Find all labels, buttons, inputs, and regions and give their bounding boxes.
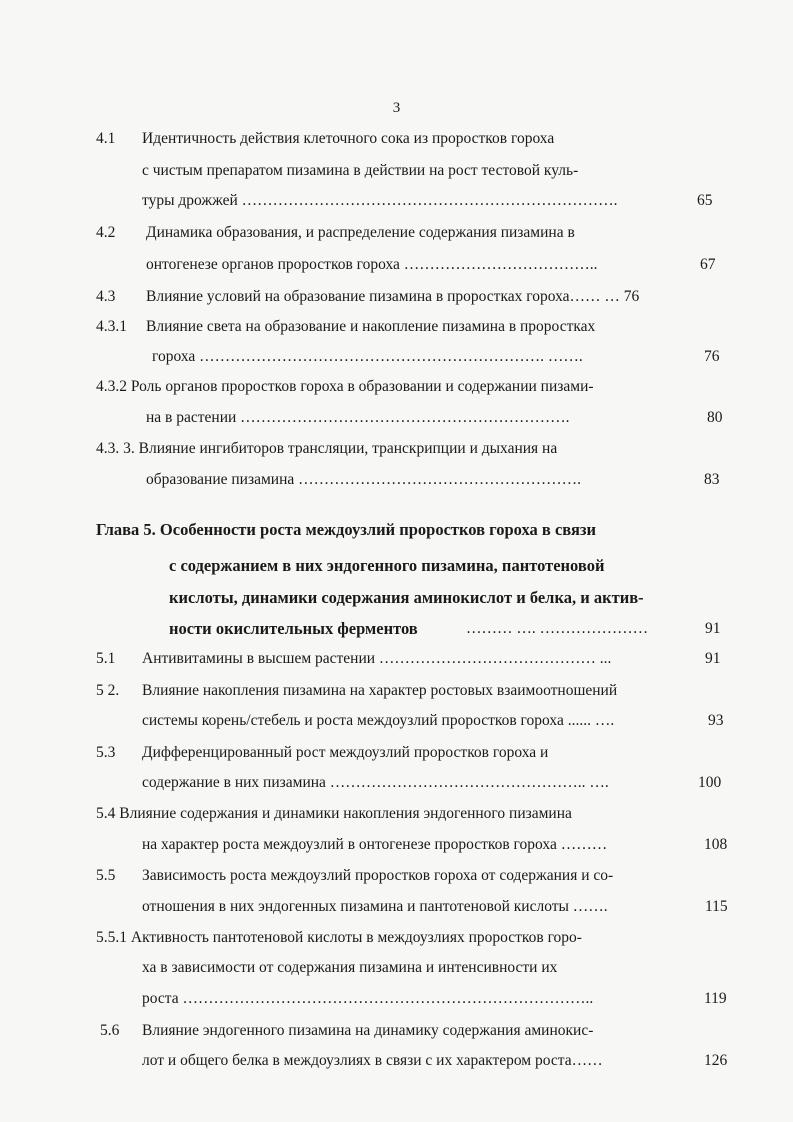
toc-line: Влияние эндогенного пизамина на динамику содержания аминокис- (142, 1022, 594, 1039)
toc-line: образование пизамина ………………………………………………. (146, 471, 582, 488)
toc-page-ref: 93 (708, 712, 724, 729)
toc-line: Идентичность действия клеточного сока из проростков гороха (142, 130, 555, 147)
toc-line: содержание в них пизамина ………………………………………….. …. (142, 774, 609, 791)
toc-line: 4.1 (96, 130, 116, 147)
toc-line: Влияние условий на образование пизамина в проростках гороха…… … 76 (146, 288, 640, 305)
toc-page-ref: 65 (697, 192, 713, 209)
toc-line: на в растении ………………………………………………………. (146, 409, 570, 426)
toc-line: 5 2. (96, 682, 120, 699)
toc-line: онтогенезе органов проростков гороха ……………………………….. (146, 256, 598, 273)
toc-page-ref: 100 (698, 774, 722, 791)
chapter-heading: ности окислительных ферментов (169, 619, 418, 638)
toc-page-ref: 126 (704, 1052, 728, 1069)
chapter-heading: с содержанием в них эндогенного пизамина, пантотеновой (169, 556, 605, 575)
toc-line: лот и общего белка в междоузлиях в связи с их характером роста…… (142, 1052, 603, 1069)
toc-line: туры дрожжей ………………………………………………………………. (142, 192, 618, 209)
toc-line: ……… …. ………………… (466, 620, 649, 637)
toc-line: 4.2 (96, 224, 116, 241)
toc-line: ха в зависимости от содержания пизамина и интенсивности их (142, 959, 558, 976)
toc-page-ref: 115 (705, 898, 728, 915)
toc-line: гороха …………………………………………………………. ……. (152, 348, 583, 365)
toc-line: 5.5.1 Активность пантотеновой кислоты в междоузлиях проростков горо- (96, 929, 582, 946)
toc-line: 5.6 (100, 1022, 120, 1039)
toc-page-ref: 91 (705, 620, 721, 637)
chapter-heading: Глава 5. Особенности роста междоузлий проростков гороха в связи (96, 520, 597, 539)
toc-line: с чистым препаратом пизамина в действии на рост тестовой куль- (142, 162, 579, 179)
toc-line: Дифференцированный рост междоузлий проростков гороха и (142, 744, 549, 761)
toc-line: 5.5 (96, 867, 116, 884)
toc-page-ref: 83 (704, 471, 720, 488)
toc-line: 5.1 (96, 650, 116, 667)
toc-line: 5.4 Влияние содержания и динамики накопления эндогенного пизамина (96, 805, 572, 822)
toc-line: Зависимость роста междоузлий проростков гороха от содержания и со- (142, 867, 614, 884)
toc-line: на характер роста междоузлий в онтогенезе проростков гороха ……… (142, 836, 608, 853)
toc-line: отношения в них эндогенных пизамина и пантотеновой кислоты ……. (142, 898, 608, 915)
toc-line: роста …………………………………………………………………….. (142, 990, 594, 1007)
toc-page-ref: 67 (700, 256, 716, 273)
toc-page-ref: 80 (707, 409, 723, 426)
toc-line: Влияние света на образование и накопление пизамина в проростках (146, 318, 596, 335)
toc-page-ref: 108 (704, 836, 728, 853)
page-number: 3 (392, 100, 401, 116)
toc-line: 4.3.2 Роль органов проростков гороха в образовании и содержании пизами- (96, 378, 594, 395)
toc-line: 5.3 (96, 744, 116, 761)
toc-line: Влияние накопления пизамина на характер ростовых взаимоотношений (142, 682, 618, 699)
chapter-heading: кислоты, динамики содержания аминокислот и белка, и актив- (169, 588, 644, 607)
toc-line: 4.3 (96, 288, 116, 305)
toc-page-ref: 119 (704, 990, 727, 1007)
toc-line: системы корень/стебель и роста междоузлий проростков гороха ...... …. (142, 712, 615, 729)
toc-line: 4.3. 3. Влияние ингибиторов трансляции, транскрипции и дыхания на (96, 440, 558, 457)
toc-page-ref: 91 (705, 650, 721, 667)
toc-page-ref: 76 (704, 348, 720, 365)
toc-line: Антивитамины в высшем растении …………………………………… ... (142, 650, 612, 667)
toc-line: 4.3.1 (96, 318, 127, 335)
toc-line: Динамика образования, и распределение содержания пизамина в (146, 224, 575, 241)
